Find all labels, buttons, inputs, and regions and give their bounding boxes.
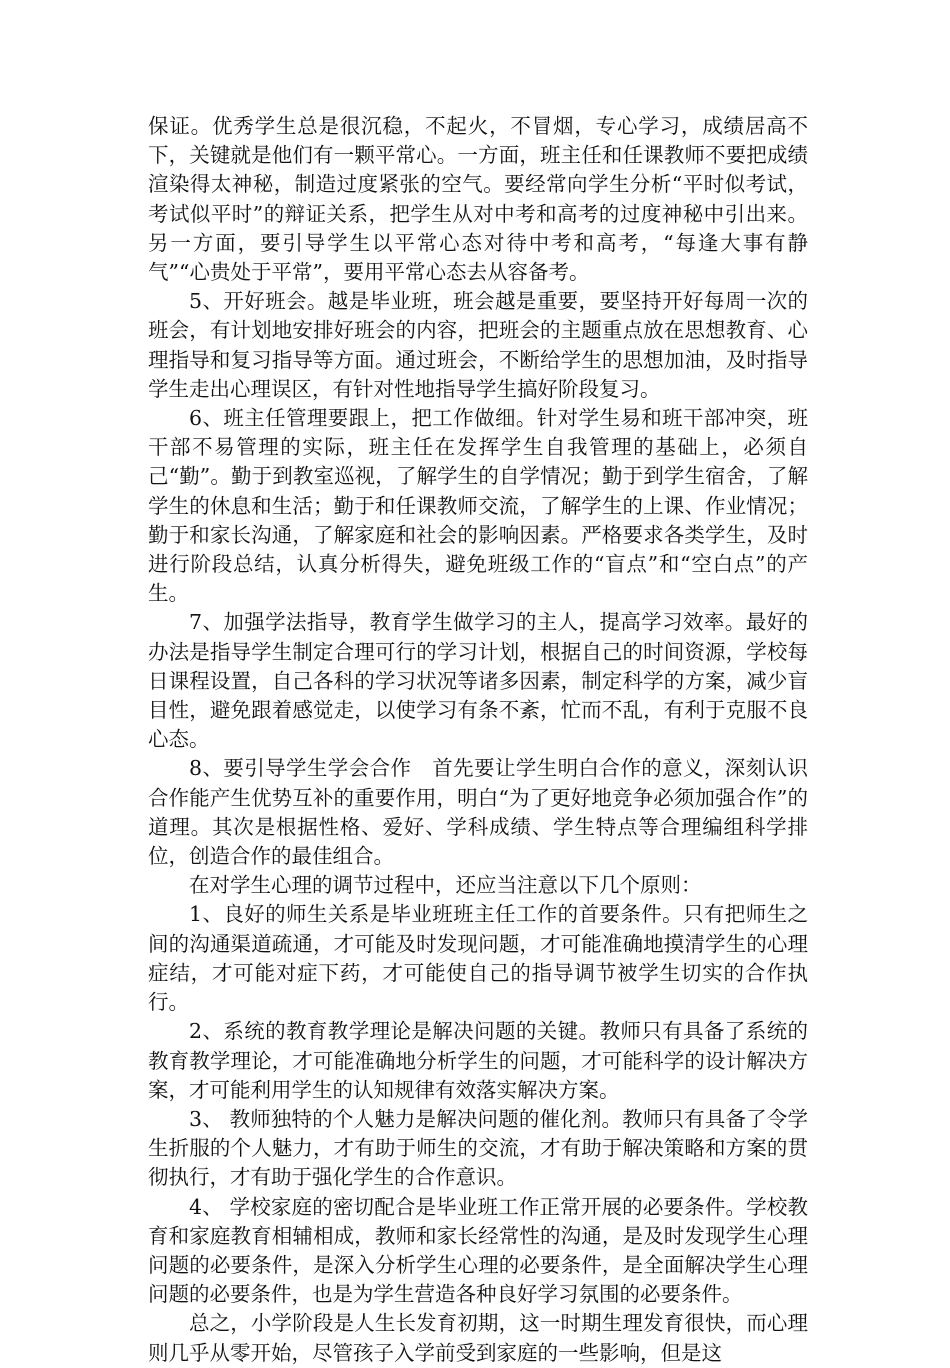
paragraph-principle-1: 1、良好的师生关系是毕业班班主任工作的首要条件。只有把师生之间的沟通渠道疏通，才可能及时发现问题，才可能准确地摸清学生的心理症结，才可能对症下药，才可能使自己的指导调节被学生切实的合作执行。 xyxy=(148,902,808,1015)
document-body xyxy=(148,112,808,1368)
paragraph-conclusion: 总之，小学阶段是人生长发育初期，这一时期生理发育很快，而心理则几乎从零开始，尽管孩子入学前受到家庭的一些影响，但是这 xyxy=(148,1311,808,1365)
paragraph-principles-intro: 在对学生心理的调节过程中，还应当注意以下几个原则： xyxy=(189,873,702,898)
paragraph-principle-4: 4、 学校家庭的密切配合是毕业班工作正常开展的必要条件。学校教育和家庭教育相辅相成，教师和家长经常性的沟通，是及时发现学生心理问题的必要条件，是深入分析学生心理的必要条件，是全面解决学生心理问题的必要条件，也是为学生营造各种良好学习氛围的必要条件。 xyxy=(148,1194,808,1307)
paragraph-continuation: 保证。优秀学生总是很沉稳，不起火，不冒烟，专心学习，成绩居高不下，关键就是他们有一颗平常心。一方面，班主任和任课教师不要把成绩渲染得太神秘，制造过度紧张的空气。要经常向学生分析“平时似考试，考试似平时”的辩证关系，把学生从对中考和高考的过度神秘中引出来。另一方面，要引导学生以平常心态对待中考和高考，“每逢大事有静气”“心贵处于平常”，要用平常心态去从容备考。 xyxy=(148,114,808,285)
paragraph-principle-3: 3、 教师独特的个人魅力是解决问题的催化剂。教师只有具备了令学生折服的个人魅力，才有助于师生的交流，才有助于解决策略和方案的贯彻执行，才有助于强化学生的合作意识。 xyxy=(148,1106,808,1190)
paragraph-item-6: 6、班主任管理要跟上，把工作做细。针对学生易和班干部冲突，班干部不易管理的实际，班主任在发挥学生自我管理的基础上，必须自己“勤”。勤于到教室巡视，了解学生的自学情况；勤于到学生宿舍，了解学生的休息和生活；勤于和任课教师交流，了解学生的上课、作业情况；勤于和家长沟通，了解家庭和社会的影响因素。严格要求各类学生，及时进行阶段总结，认真分析得失，避免班级工作的“盲点”和“空白点”的产生。 xyxy=(148,406,808,606)
paragraph-item-7: 7、加强学法指导，教育学生做学习的主人，提高学习效率。最好的办法是指导学生制定合理可行的学习计划，根据自己的时间资源，学校每日课程设置，自己各科的学习状况等诸多因素，制定科学的方案，减少盲目性，避免跟着感觉走，以使学习有条不紊，忙而不乱，有利于克服不良心态。 xyxy=(148,610,808,752)
paragraph-item-8: 8、要引导学生学会合作 首先要让学生明白合作的意义，深刻认识合作能产生优势互补的重要作用，明白“为了更好地竞争必须加强合作”的道理。其次是根据性格、爱好、学科成绩、学生特点等合理编组科学排位，创造合作的最佳组合。 xyxy=(148,756,808,869)
paragraph-principle-2: 2、系统的教育教学理论是解决问题的关键。教师只有具备了系统的教育教学理论，才可能准确地分析学生的问题，才可能科学的设计解决方案，才可能利用学生的认知规律有效落实解决方案。 xyxy=(148,1019,808,1102)
paragraph-item-5: 5、开好班会。越是毕业班，班会越是重要，要坚持开好每周一次的班会，有计划地安排好班会的内容，把班会的主题重点放在思想教育、心理指导和复习指导等方面。通过班会，不断给学生的思想加油，及时指导学生走出心理误区，有针对性地指导学生搞好阶段复习。 xyxy=(148,289,808,401)
